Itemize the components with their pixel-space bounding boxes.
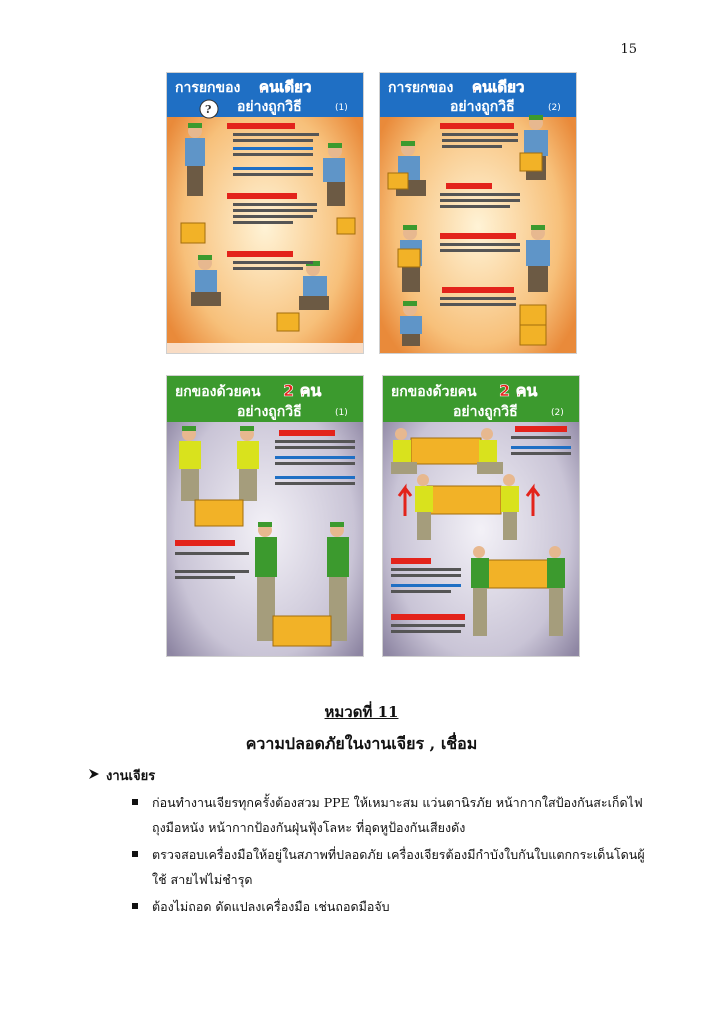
poster-subtitle: อย่างถูกวิธี: [237, 404, 302, 420]
square-bullet-icon: [132, 799, 138, 805]
worker-figure: [471, 546, 489, 636]
poster-part: (1): [335, 103, 348, 113]
arrow-bullet-icon: [88, 768, 100, 784]
poster-title-a: ยกของด้วยคน: [175, 384, 261, 400]
worker-figure: [547, 546, 565, 636]
subhead-label: งานเจียร: [106, 769, 156, 784]
section-title: ความปลอดภัยในงานเจียร , เชื่อม: [245, 734, 478, 753]
list-item: [128, 894, 648, 919]
list-item-text: ต้องไม่ถอด ดัดแปลงเครื่องมือ เช่นถอดมือจับ: [152, 899, 390, 914]
poster-title-b: 2 คน: [499, 381, 538, 400]
page-number: 15: [620, 42, 637, 57]
list-item: [128, 790, 648, 840]
poster-two-person-lift-1: [167, 376, 363, 656]
poster-part: (2): [548, 103, 561, 113]
square-bullet-icon: [132, 903, 138, 909]
subhead-grinding: [88, 765, 155, 786]
svg-text:?: ?: [205, 103, 212, 116]
poster-title-a: การยกของ: [175, 80, 241, 96]
bullet-list: [128, 790, 648, 921]
poster-single-lift-2: [380, 73, 576, 353]
poster-single-lift-1: [167, 73, 363, 353]
poster-title-a: การยกของ: [388, 80, 454, 96]
poster-title-b: คนเดียว: [259, 78, 312, 96]
poster-subtitle: อย่างถูกวิธี: [453, 404, 518, 420]
poster-title-b: 2 คน: [283, 381, 322, 400]
poster-subtitle: อย่างถูกวิธี: [237, 99, 302, 115]
square-bullet-icon: [132, 851, 138, 857]
poster-subtitle: อย่างถูกวิธี: [450, 99, 515, 115]
poster-part: (2): [551, 408, 564, 418]
chapter-heading: หมวดที่ 11: [324, 703, 399, 721]
poster-two-person-lift-2: [383, 376, 579, 656]
list-item: [128, 842, 648, 892]
list-item-text: ก่อนทำงานเจียรทุกครั้งต้องสวม PPE ให้เหมาะสม แว่นตานิรภัย หน้ากากใสป้องกันสะเก็ดไฟ ถุงมือหนัง หน้ากากป้องกันฝุ่นฟุ้งโลหะ ที่อุดหูป้องกันเสียงดัง: [152, 795, 643, 835]
poster-title-b: คนเดียว: [472, 78, 525, 96]
poster-part: (1): [335, 408, 348, 418]
poster-title-a: ยกของด้วยคน: [391, 384, 477, 400]
list-item-text: ตรวจสอบเครื่องมือให้อยู่ในสภาพที่ปลอดภัย เครื่องเจียรต้องมีกำบังใบกันใบแตกกระเด็นโดนผู้ใช้ สายไฟไม่ชำรุด: [152, 847, 645, 887]
